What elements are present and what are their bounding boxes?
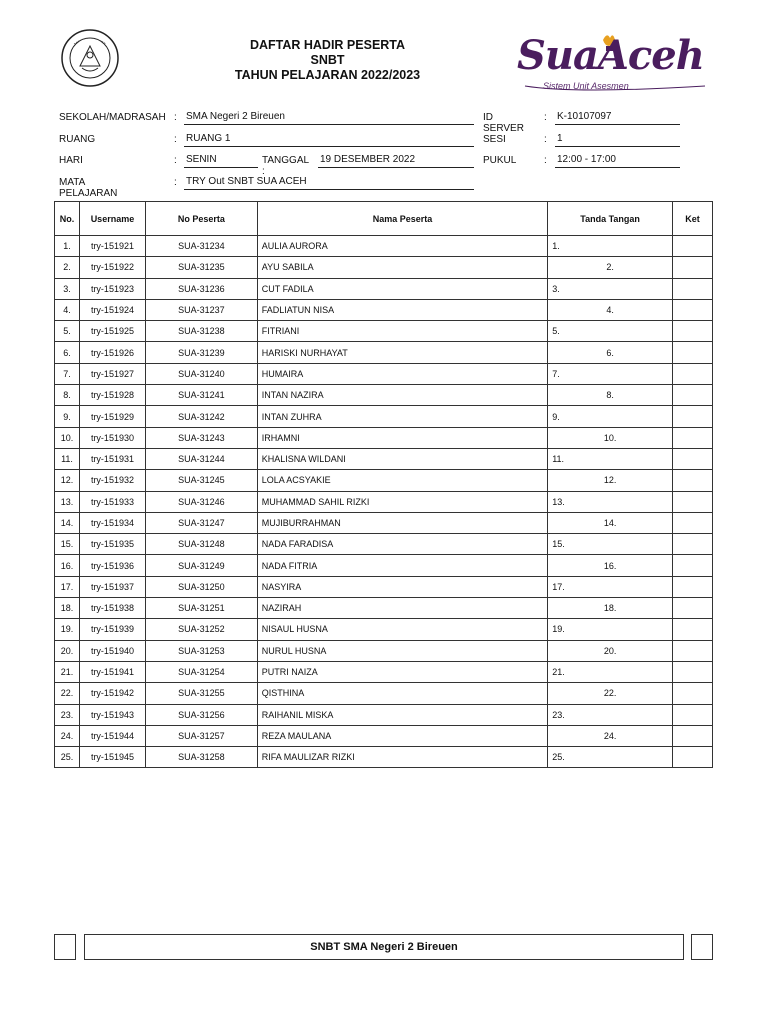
row-signature-cell: 14. [548,512,673,533]
row-number: 9. [55,406,80,427]
row-nama-peserta: NAZIRAH [257,598,547,619]
row-username: try-151938 [79,598,145,619]
row-number: 7. [55,363,80,384]
row-nama-peserta: IRHAMNI [257,427,547,448]
table-row [55,299,713,320]
row-nama-peserta: CUT FADILA [257,278,547,299]
table-row [55,661,713,682]
row-nama-peserta: MUHAMMAD SAHIL RIZKI [257,491,547,512]
table-row [55,427,713,448]
row-nama-peserta: MUJIBURRAHMAN [257,512,547,533]
row-number: 5. [55,321,80,342]
row-ket-cell [673,385,713,406]
row-username: try-151928 [79,385,145,406]
table-row [55,619,713,640]
row-nama-peserta: REZA MAULANA [257,725,547,746]
row-username: try-151930 [79,427,145,448]
ruang-value: RUANG 1 [184,133,474,147]
table-row [55,363,713,384]
row-username: try-151929 [79,406,145,427]
row-nama-peserta: AULIA AURORA [257,236,547,257]
header-username: Username [79,202,145,236]
colon: : [174,177,177,188]
row-no-peserta: SUA-31256 [145,704,257,725]
row-username: try-151922 [79,257,145,278]
header-no: No. [55,202,80,236]
row-nama-peserta: QISTHINA [257,683,547,704]
colon: : [544,155,547,166]
title-line-3: TAHUN PELAJARAN 2022/2023 [234,68,421,82]
row-signature-cell: 23. [548,704,673,725]
row-no-peserta: SUA-31243 [145,427,257,448]
row-no-peserta: SUA-31249 [145,555,257,576]
row-ket-cell [673,640,713,661]
brand-logo [515,30,715,100]
table-row [55,448,713,469]
tanggal-value: 19 DESEMBER 2022 [318,154,474,168]
row-signature-cell: 9. [548,406,673,427]
row-nama-peserta: FITRIANI [257,321,547,342]
row-no-peserta: SUA-31234 [145,236,257,257]
sesi-label: SESI [483,134,506,145]
table-row [55,342,713,363]
row-username: try-151941 [79,661,145,682]
table-row [55,683,713,704]
row-ket-cell [673,512,713,533]
row-signature-cell: 5. [548,321,673,342]
row-number: 22. [55,683,80,704]
row-ket-cell [673,342,713,363]
row-no-peserta: SUA-31258 [145,747,257,768]
row-no-peserta: SUA-31244 [145,448,257,469]
row-ket-cell [673,534,713,555]
row-username: try-151921 [79,236,145,257]
row-username: try-151944 [79,725,145,746]
row-nama-peserta: HARISKI NURHAYAT [257,342,547,363]
row-ket-cell [673,725,713,746]
table-row [55,576,713,597]
row-signature-cell: 21. [548,661,673,682]
row-username: try-151927 [79,363,145,384]
document-title [200,38,455,83]
row-number: 2. [55,257,80,278]
row-nama-peserta: NISAUL HUSNA [257,619,547,640]
row-number: 18. [55,598,80,619]
row-number: 24. [55,725,80,746]
sekolah-label: SEKOLAH/MADRASAH [59,112,166,123]
ruang-label: RUANG [59,134,96,145]
table-row [55,555,713,576]
idserver-label: ID SERVER [483,112,524,134]
footer-box-right [691,934,713,960]
table-row [55,725,713,746]
row-username: try-151935 [79,534,145,555]
table-row [55,406,713,427]
row-ket-cell [673,598,713,619]
table-row [55,385,713,406]
row-nama-peserta: PUTRI NAIZA [257,661,547,682]
row-signature-cell: 7. [548,363,673,384]
row-number: 15. [55,534,80,555]
row-ket-cell [673,661,713,682]
colon: : [174,134,177,145]
table-row [55,491,713,512]
table-header-row [55,202,713,236]
row-number: 19. [55,619,80,640]
row-number: 6. [55,342,80,363]
row-signature-cell: 15. [548,534,673,555]
title-line-2: SNBT [310,53,345,67]
row-no-peserta: SUA-31241 [145,385,257,406]
row-signature-cell: 1. [548,236,673,257]
row-number: 10. [55,427,80,448]
sekolah-value: SMA Negeri 2 Bireuen [184,111,474,125]
row-no-peserta: SUA-31240 [145,363,257,384]
row-signature-cell: 6. [548,342,673,363]
table-row [55,598,713,619]
table-row [55,747,713,768]
hari-value: SENIN [184,154,258,168]
row-username: try-151933 [79,491,145,512]
row-no-peserta: SUA-31248 [145,534,257,555]
row-ket-cell [673,448,713,469]
row-no-peserta: SUA-31238 [145,321,257,342]
school-emblem-icon [60,28,120,88]
row-ket-cell [673,470,713,491]
header-nama-peserta: Nama Peserta [257,202,547,236]
row-ket-cell [673,278,713,299]
row-signature-cell: 20. [548,640,673,661]
row-nama-peserta: INTAN ZUHRA [257,406,547,427]
row-username: try-151943 [79,704,145,725]
table-row [55,534,713,555]
row-number: 20. [55,640,80,661]
row-nama-peserta: INTAN NAZIRA [257,385,547,406]
row-ket-cell [673,363,713,384]
row-username: try-151945 [79,747,145,768]
row-number: 23. [55,704,80,725]
row-ket-cell [673,576,713,597]
hari-label: HARI [59,155,83,166]
row-no-peserta: SUA-31239 [145,342,257,363]
table-row [55,704,713,725]
colon: : [544,112,547,123]
row-ket-cell [673,427,713,448]
row-signature-cell: 12. [548,470,673,491]
attendance-table [54,201,713,768]
table-row [55,257,713,278]
row-no-peserta: SUA-31242 [145,406,257,427]
row-no-peserta: SUA-31237 [145,299,257,320]
row-no-peserta: SUA-31255 [145,683,257,704]
row-ket-cell [673,236,713,257]
row-nama-peserta: AYU SABILA [257,257,547,278]
row-ket-cell [673,683,713,704]
row-username: try-151925 [79,321,145,342]
row-ket-cell [673,747,713,768]
footer-label: SNBT SMA Negeri 2 Bireuen [84,934,684,960]
row-number: 13. [55,491,80,512]
row-username: try-151923 [79,278,145,299]
row-signature-cell: 13. [548,491,673,512]
row-username: try-151934 [79,512,145,533]
row-ket-cell [673,619,713,640]
row-nama-peserta: FADLIATUN NISA [257,299,547,320]
brand-tagline: Sistem Unit Asesmen [543,81,629,91]
row-username: try-151936 [79,555,145,576]
row-no-peserta: SUA-31250 [145,576,257,597]
pukul-value: 12:00 - 17:00 [555,154,680,168]
row-number: 16. [55,555,80,576]
row-username: try-151931 [79,448,145,469]
row-signature-cell: 2. [548,257,673,278]
row-number: 4. [55,299,80,320]
row-ket-cell [673,555,713,576]
row-no-peserta: SUA-31247 [145,512,257,533]
row-nama-peserta: NURUL HUSNA [257,640,547,661]
row-number: 21. [55,661,80,682]
row-nama-peserta: KHALISNA WILDANI [257,448,547,469]
row-signature-cell: 4. [548,299,673,320]
colon: : [174,155,177,166]
row-signature-cell: 25. [548,747,673,768]
row-ket-cell [673,299,713,320]
row-signature-cell: 17. [548,576,673,597]
brand-name: SuaAceh [517,32,704,79]
footer-box-left [54,934,76,960]
row-no-peserta: SUA-31253 [145,640,257,661]
table-row [55,640,713,661]
row-number: 1. [55,236,80,257]
idserver-value: K-10107097 [555,111,680,125]
row-nama-peserta: RIFA MAULIZAR RIZKI [257,747,547,768]
pukul-label: PUKUL [483,155,517,166]
header-no-peserta: No Peserta [145,202,257,236]
row-signature-cell: 22. [548,683,673,704]
table-row [55,278,713,299]
row-ket-cell [673,491,713,512]
row-number: 3. [55,278,80,299]
row-username: try-151924 [79,299,145,320]
row-number: 17. [55,576,80,597]
row-number: 8. [55,385,80,406]
row-ket-cell [673,321,713,342]
row-username: try-151942 [79,683,145,704]
row-username: try-151937 [79,576,145,597]
row-no-peserta: SUA-31235 [145,257,257,278]
row-signature-cell: 10. [548,427,673,448]
row-ket-cell [673,257,713,278]
row-username: try-151932 [79,470,145,491]
row-signature-cell: 24. [548,725,673,746]
row-no-peserta: SUA-31246 [145,491,257,512]
row-username: try-151926 [79,342,145,363]
row-signature-cell: 11. [548,448,673,469]
table-row [55,236,713,257]
row-nama-peserta: HUMAIRA [257,363,547,384]
row-no-peserta: SUA-31236 [145,278,257,299]
row-nama-peserta: RAIHANIL MISKA [257,704,547,725]
colon: : [174,112,177,123]
mapel-label: MATA PELAJARAN [59,177,118,199]
row-username: try-151940 [79,640,145,661]
row-signature-cell: 16. [548,555,673,576]
sesi-value: 1 [555,133,680,147]
table-row [55,321,713,342]
row-username: try-151939 [79,619,145,640]
row-number: 11. [55,448,80,469]
colon: : [544,134,547,145]
table-row [55,470,713,491]
row-ket-cell [673,704,713,725]
row-number: 12. [55,470,80,491]
row-no-peserta: SUA-31252 [145,619,257,640]
table-row [55,512,713,533]
mapel-value: TRY Out SNBT SUA ACEH [184,176,474,190]
header-ket: Ket [673,202,713,236]
row-signature-cell: 3. [548,278,673,299]
row-nama-peserta: LOLA ACSYAKIE [257,470,547,491]
row-signature-cell: 19. [548,619,673,640]
row-no-peserta: SUA-31257 [145,725,257,746]
row-nama-peserta: NADA FARADISA [257,534,547,555]
row-ket-cell [673,406,713,427]
row-no-peserta: SUA-31251 [145,598,257,619]
header-tanda-tangan: Tanda Tangan [548,202,673,236]
row-signature-cell: 18. [548,598,673,619]
row-number: 25. [55,747,80,768]
row-no-peserta: SUA-31245 [145,470,257,491]
title-line-1: DAFTAR HADIR PESERTA [249,38,406,52]
row-number: 14. [55,512,80,533]
row-nama-peserta: NASYIRA [257,576,547,597]
row-nama-peserta: NADA FITRIA [257,555,547,576]
row-no-peserta: SUA-31254 [145,661,257,682]
row-signature-cell: 8. [548,385,673,406]
tanggal-label: TANGGAL : [262,155,309,177]
